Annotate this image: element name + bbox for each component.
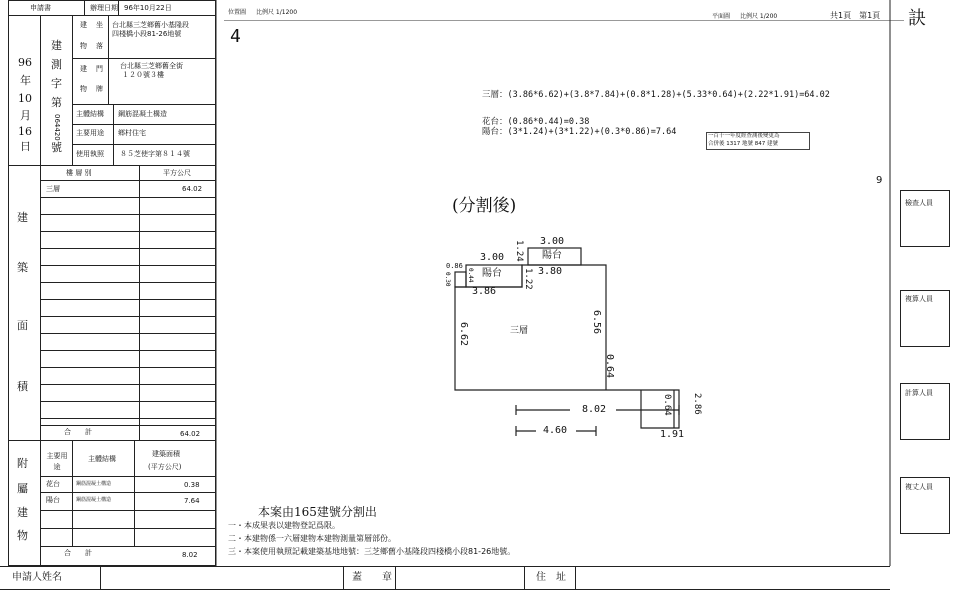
location-map-label: 位置圖 [228,9,247,16]
permit-date: 96 [18,56,32,69]
annex-vertical-char: 附 [17,457,28,470]
area-vertical-char: 積 [17,380,28,393]
corner-text: 訣 [908,8,926,29]
dim-label: 3.00 [480,252,505,263]
annex-area-label: 建築面積 [152,450,180,458]
annex-vertical-char: 物 [17,529,28,542]
dim-label: 1.91 [660,429,685,440]
stamp-4: 4 [230,26,241,47]
total-value: 64.02 [180,430,201,438]
permit-char: 第 [51,96,62,109]
dim-label: 0.86 [446,262,463,270]
permit-date: 日 [20,140,31,153]
dim-label: 0.44 [467,268,474,283]
location-value: 台北縣三芝鄉舊小基隆段 [112,21,189,29]
note-line: 二・本建物係一六層建物本建物測量第層部份。 [228,534,396,543]
floor-row-value: 64.02 [182,185,203,193]
door-label: 門 [96,65,103,73]
note-line: 三・本案使用執照記載建築基地地號：三芝鄉舊小基隆段四棧橋小段81-26地號。 [228,547,516,556]
apply-date-value: 96年10月22日 [124,4,172,12]
signoff-label: 複算人員 [905,295,933,303]
use-value: 鄉村住宅 [118,129,146,137]
annex-area-unit: (平方公尺) [148,463,182,471]
revision-stamp-line: 合併後 1317 地號 847 建號 [708,141,778,147]
dim-label: 8.02 [582,404,607,415]
dim-label: 0.64 [662,394,672,416]
planter-outline [455,272,466,287]
annex-row-value: 0.38 [184,481,200,489]
permit-date: 16 [18,125,32,138]
annex-total-label: 合 計 [64,549,92,557]
dim-label: 3.86 [472,286,497,297]
location-label: 坐 [96,21,103,29]
permit-char: 測 [51,58,62,71]
calc-line-floor: 三層：(3.86*6.62)+(3.8*7.84)+(0.8*1.28)+(5.33*0.64)+(2.22*1.91)=64.02 [482,90,830,100]
floor-header: 樓 層 別 [66,169,92,177]
location-map-scale: 比例尺 1/1200 [256,9,298,16]
signoff-label: 檢查人員 [905,199,933,207]
dim-label: 0.64 [604,354,615,379]
area-vertical-char: 面 [17,319,28,332]
annex-row-use: 花台 [46,480,60,488]
license-value: ８５芝使字第８１４號 [120,150,190,158]
dim-label: 3.80 [538,266,563,277]
location-value: 四棧橋小段81-26地號 [112,30,182,38]
page-info: 共1頁 第1頁 [830,11,881,20]
structure-label: 主體結構 [76,110,104,118]
permit-date: 年 [20,74,31,87]
permit-char: 建 [51,39,62,52]
dim-label: 1.22 [523,268,533,290]
stray-mark: 9 [876,175,883,186]
dim-label: 0.30 [444,272,451,287]
applicant-name-label: 申請人姓名 [12,572,62,583]
use-label: 主要用途 [76,129,104,137]
dim-label: 4.60 [543,425,568,436]
annex-row-value: 7.64 [184,497,200,505]
applicant-label: 申請書 [30,4,51,12]
total-label: 合 計 [64,428,92,436]
floor-label: 三層 [510,326,529,336]
dim-label: 1.24 [514,240,524,262]
plan-scale: 比例尺 1/200 [740,13,778,20]
location-label: 落 [96,42,103,50]
dim-label: 2.86 [692,393,702,415]
annex-vertical-char: 屬 [17,482,28,495]
area-vertical-char: 建 [17,211,28,224]
dim-label: 6.56 [591,310,602,335]
note-line: 一・本成果表以建物登記爲限。 [228,521,340,530]
license-label: 使用執照 [76,150,104,158]
location-label: 物 [80,42,87,50]
revision-stamp-line: 一百十一年度經查測後變更為 [708,133,780,139]
door-label: 牌 [96,85,103,93]
annex-row-structure: 鋼筋混凝土構造 [76,497,112,503]
area-vertical-char: 築 [17,261,28,274]
door-label: 物 [80,85,87,93]
balcony-label: 陽台 [542,250,562,261]
address-label: 住 址 [536,572,566,583]
permit-date: 10 [18,92,32,105]
floor-row-name: 三層 [46,185,60,193]
plan-label: 平面圖 [712,13,731,20]
annex-use-label: 主要用途 [46,452,68,471]
door-value: 台北縣三芝鄉舊全街 [120,62,183,70]
permit-suffix: 號 [51,141,62,154]
annex-structure-label: 主體結構 [88,455,116,463]
handwritten-note: 本案由165建號分割出 [258,505,377,519]
location-label: 建 [80,21,87,29]
permit-char: 字 [51,77,62,90]
apply-date-label: 辦理日期 [90,4,118,12]
dim-label: 3.00 [540,236,565,247]
signoff-label: 複丈人員 [905,483,933,491]
annex-total-value: 8.02 [182,551,198,559]
annex-vertical-char: 建 [17,506,28,519]
permit-number: 064420 [53,114,61,141]
signoff-label: 計算人員 [905,389,933,397]
annex-row-structure: 鋼筋混凝土構造 [76,481,112,487]
permit-date: 月 [20,109,31,122]
calc-line-balcony: 陽台：(3*1.24)+(3*1.22)+(0.3*0.86)=7.64 [482,127,677,137]
sqm-header: 平方公尺 [163,169,191,177]
annex-row-use: 陽台 [46,496,60,504]
structure-value: 鋼筋混凝土構造 [118,110,167,118]
door-label: 建 [80,65,87,73]
seal-label: 蓋 章 [352,572,392,583]
plan-title: (分割後) [452,196,517,216]
dim-label: 6.62 [458,322,469,347]
balcony-label: 陽台 [482,268,502,279]
door-value: １２０號３樓 [122,71,164,79]
calc-line-planter: 花台：(0.86*0.44)=0.38 [482,117,590,127]
